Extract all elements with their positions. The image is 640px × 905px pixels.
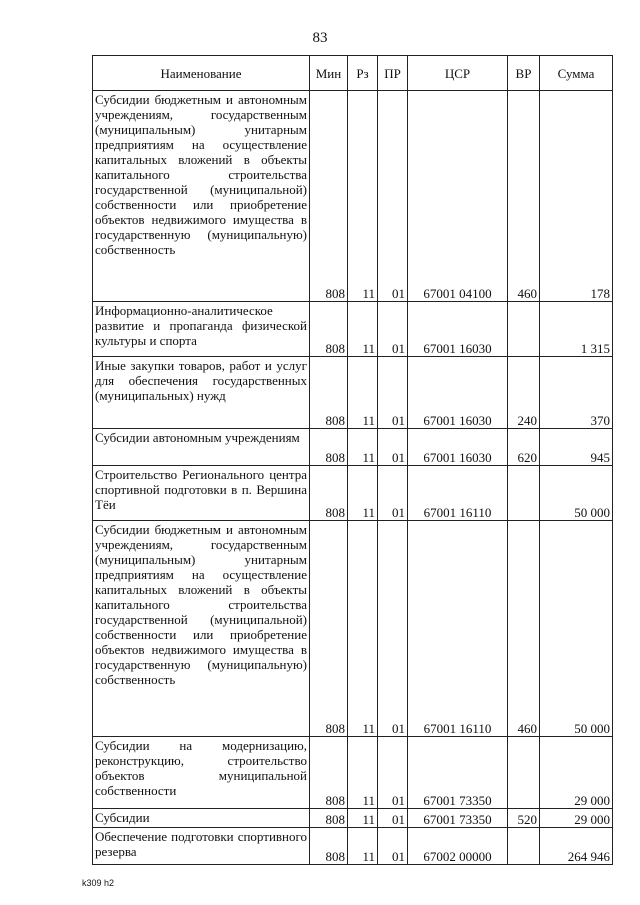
row-min: 808 xyxy=(310,429,348,466)
row-min: 808 xyxy=(310,466,348,521)
row-rz: 11 xyxy=(348,429,378,466)
page-number: 83 xyxy=(312,30,328,46)
row-csr: 67001 16030 xyxy=(408,429,508,466)
row-pr: 01 xyxy=(378,302,408,357)
row-vr xyxy=(508,302,540,357)
row-rz: 11 xyxy=(348,737,378,809)
row-vr: 240 xyxy=(508,357,540,429)
row-name: Субсидии автономным учреждениям xyxy=(93,429,310,466)
row-min: 808 xyxy=(310,357,348,429)
row-sum: 29 000 xyxy=(540,737,613,809)
table-row xyxy=(93,466,613,521)
table-row xyxy=(93,302,613,357)
row-vr: 520 xyxy=(508,809,540,828)
row-name: Субсидии бюджетным и автономным учреждениям, государственным (муниципальным) унитарным предприятиям на осуществление капитальных вложений в объекты капитального строительства государственной (муниципальной) собственности или приобретение объектов недвижимого имущества в государственную (муниципальную) собственность xyxy=(93,91,310,302)
row-rz: 11 xyxy=(348,357,378,429)
row-sum: 264 946 xyxy=(540,828,613,865)
header-min: Мин xyxy=(310,56,348,91)
header-sum: Сумма xyxy=(540,56,613,91)
row-vr: 460 xyxy=(508,521,540,737)
table-row xyxy=(93,521,613,737)
row-rz: 11 xyxy=(348,466,378,521)
row-sum: 370 xyxy=(540,357,613,429)
row-vr xyxy=(508,828,540,865)
row-name: Субсидии бюджетным и автономным учреждениям, государственным (муниципальным) унитарным предприятиям на осуществление капитальных вложений в объекты капитального строительства государственной (муниципальной) собственности или приобретение объектов недвижимого имущества в государственную (муниципальную) собственность xyxy=(93,521,310,737)
row-pr: 01 xyxy=(378,521,408,737)
row-rz: 11 xyxy=(348,828,378,865)
row-vr xyxy=(508,737,540,809)
row-sum: 178 xyxy=(540,91,613,302)
row-rz: 11 xyxy=(348,521,378,737)
row-pr: 01 xyxy=(378,357,408,429)
row-vr: 620 xyxy=(508,429,540,466)
row-min: 808 xyxy=(310,521,348,737)
header-rz: Рз xyxy=(348,56,378,91)
row-csr: 67001 16110 xyxy=(408,521,508,737)
row-sum: 50 000 xyxy=(540,521,613,737)
row-name: Строительство Регионального центра спортивной подготовки в п. Вершина Тёи xyxy=(93,466,310,521)
row-vr: 460 xyxy=(508,91,540,302)
row-sum: 29 000 xyxy=(540,809,613,828)
row-rz: 11 xyxy=(348,809,378,828)
row-csr: 67001 73350 xyxy=(408,737,508,809)
row-min: 808 xyxy=(310,809,348,828)
row-name: Иные закупки товаров, работ и услуг для обеспечения государственных (муниципальных) нужд xyxy=(93,357,310,429)
row-name: Информационно-аналитическое развитие и пропаганда физической культуры и спорта xyxy=(93,302,310,357)
row-min: 808 xyxy=(310,91,348,302)
row-csr: 67001 16030 xyxy=(408,357,508,429)
row-csr: 67001 73350 xyxy=(408,809,508,828)
header-pr: ПР xyxy=(378,56,408,91)
row-name: Субсидии xyxy=(93,809,310,828)
row-sum: 1 315 xyxy=(540,302,613,357)
table-row xyxy=(93,357,613,429)
row-name: Обеспечение подготовки спортивного резерва xyxy=(93,828,310,865)
table-row xyxy=(93,828,613,865)
header-vr: ВР xyxy=(508,56,540,91)
table-row xyxy=(93,809,613,828)
row-pr: 01 xyxy=(378,91,408,302)
row-pr: 01 xyxy=(378,828,408,865)
row-vr xyxy=(508,466,540,521)
header-name: Наименование xyxy=(93,56,310,91)
row-csr: 67001 16110 xyxy=(408,466,508,521)
row-pr: 01 xyxy=(378,466,408,521)
row-name: Субсидии на модернизацию, реконструкцию, строительство объектов муниципальной собственности xyxy=(93,737,310,809)
row-pr: 01 xyxy=(378,809,408,828)
header-csr: ЦСР xyxy=(408,56,508,91)
row-sum: 50 000 xyxy=(540,466,613,521)
row-csr: 67001 04100 xyxy=(408,91,508,302)
row-rz: 11 xyxy=(348,91,378,302)
row-csr: 67001 16030 xyxy=(408,302,508,357)
row-sum: 945 xyxy=(540,429,613,466)
row-pr: 01 xyxy=(378,737,408,809)
row-min: 808 xyxy=(310,302,348,357)
row-csr: 67002 00000 xyxy=(408,828,508,865)
row-rz: 11 xyxy=(348,302,378,357)
table-row xyxy=(93,737,613,809)
row-min: 808 xyxy=(310,737,348,809)
budget-table xyxy=(92,55,613,865)
table-row xyxy=(93,91,613,302)
table-row xyxy=(93,429,613,466)
row-min: 808 xyxy=(310,828,348,865)
table-header-row xyxy=(93,56,613,91)
footer-code: k309 h2 xyxy=(82,878,115,888)
row-pr: 01 xyxy=(378,429,408,466)
